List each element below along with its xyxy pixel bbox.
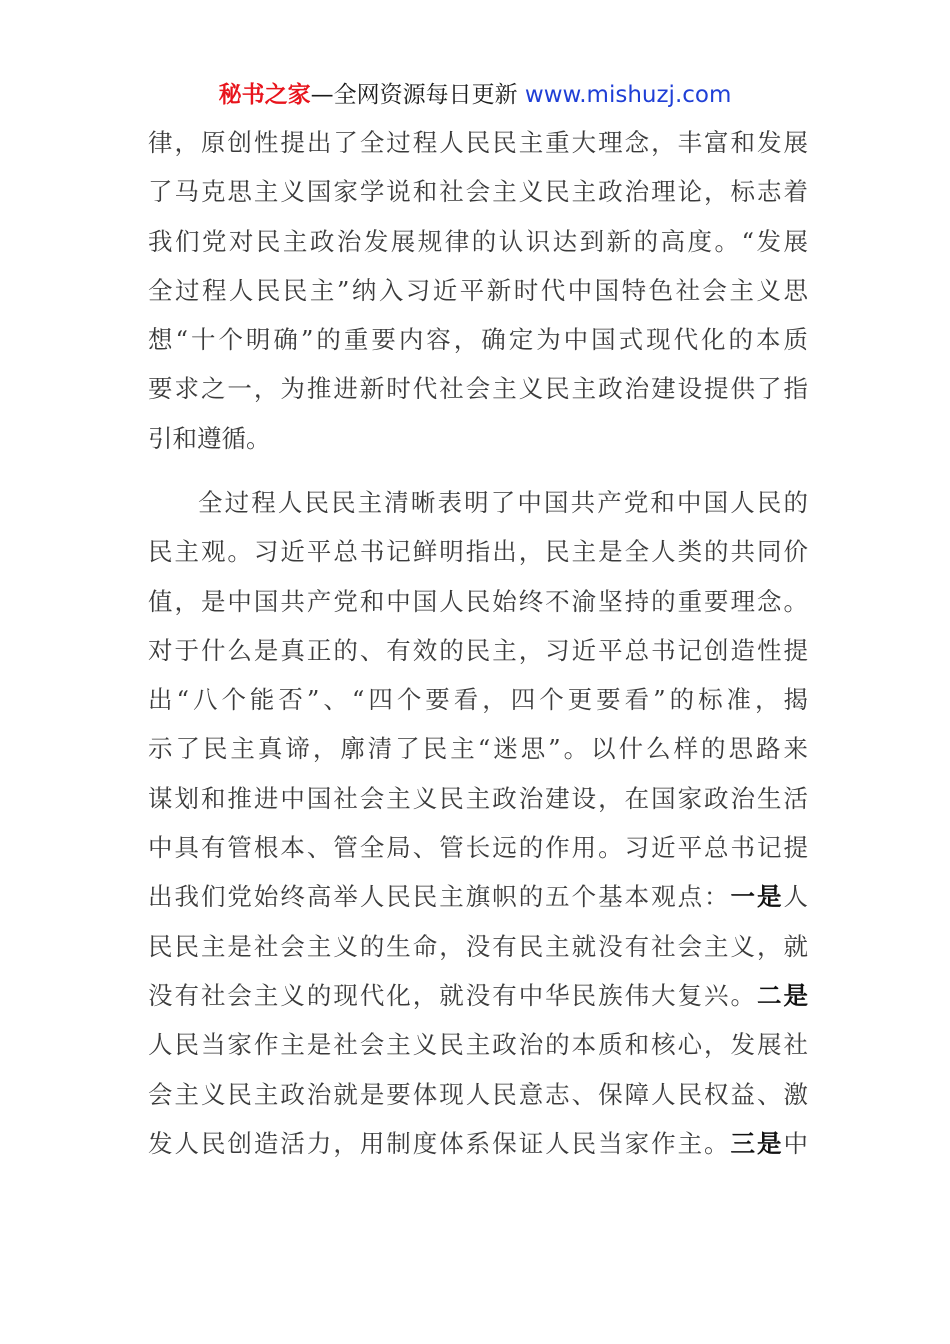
text-line [148, 971, 808, 1020]
text-line [148, 1119, 808, 1168]
text-line: 引和遵循。 [148, 423, 271, 453]
text-line: 值，是中国共产党和中国人民始终不渝坚持的重要理念。 [148, 586, 808, 616]
text-line: 要求之一，为推进新时代社会主义民主政治建设提供了指 [148, 374, 808, 404]
text-line: 了马克思主义国家学说和社会主义民主政治理论，标志着 [148, 177, 808, 207]
text-line: 示了民主真谛，廓清了民主“迷思”。以什么样的思路来 [148, 734, 808, 764]
emphasis-one: 一是 [730, 882, 784, 912]
paragraph-2 [148, 478, 808, 1168]
site-header [0, 78, 950, 112]
text-segment: 发人民创造活力，用制度体系保证人民当家作主。 [148, 1128, 731, 1158]
text-line: 我们党对民主政治发展规律的认识达到新的高度。“发展 [148, 226, 808, 256]
text-line: 中具有管根本、管全局、管长远的作用。习近平总书记提 [148, 833, 808, 863]
text-line: 谋划和推进中国社会主义民主政治建设，在国家政治生活 [148, 783, 808, 813]
site-tagline: —全网资源每日更新 [310, 82, 525, 108]
text-line: 律，原创性提出了全过程人民民主重大理念，丰富和发展 [148, 128, 808, 157]
text-line: 全过程人民民主”纳入习近平新时代中国特色社会主义思 [148, 275, 808, 305]
site-url-link[interactable]: www.mishuzj.com [524, 82, 732, 108]
text-line [148, 872, 808, 921]
text-line: 民民主是社会主义的生命，没有民主就没有社会主义，就 [148, 931, 808, 961]
emphasis-two: 二是 [757, 980, 809, 1010]
text-segment: 出我们党始终高举人民民主旗帜的五个基本观点： [148, 882, 731, 912]
emphasis-three: 三是 [730, 1128, 784, 1158]
text-line: 出“八个能否”、“四个要看，四个更要看”的标准，揭 [148, 685, 808, 715]
text-line: 民主观。习近平总书记鲜明指出，民主是全人类的共同价 [148, 537, 808, 567]
text-segment: 没有社会主义的现代化，就没有中华民族伟大复兴。 [148, 980, 758, 1010]
text-line: 想“十个明确”的重要内容，确定为中国式现代化的本质 [148, 325, 808, 355]
site-brand: 秘书之家 [218, 82, 311, 108]
text-line: 对于什么是真正的、有效的民主，习近平总书记创造性提 [148, 635, 808, 665]
text-line: 全过程人民民主清晰表明了中国共产党和中国人民的 [198, 488, 808, 517]
text-segment: 人 [783, 882, 809, 912]
text-line: 会主义民主政治就是要体现人民意志、保障人民权益、激 [148, 1079, 808, 1109]
text-line: 人民当家作主是社会主义民主政治的本质和核心，发展社 [148, 1030, 808, 1060]
text-segment: 中 [783, 1128, 809, 1158]
paragraph-1 [148, 118, 808, 463]
